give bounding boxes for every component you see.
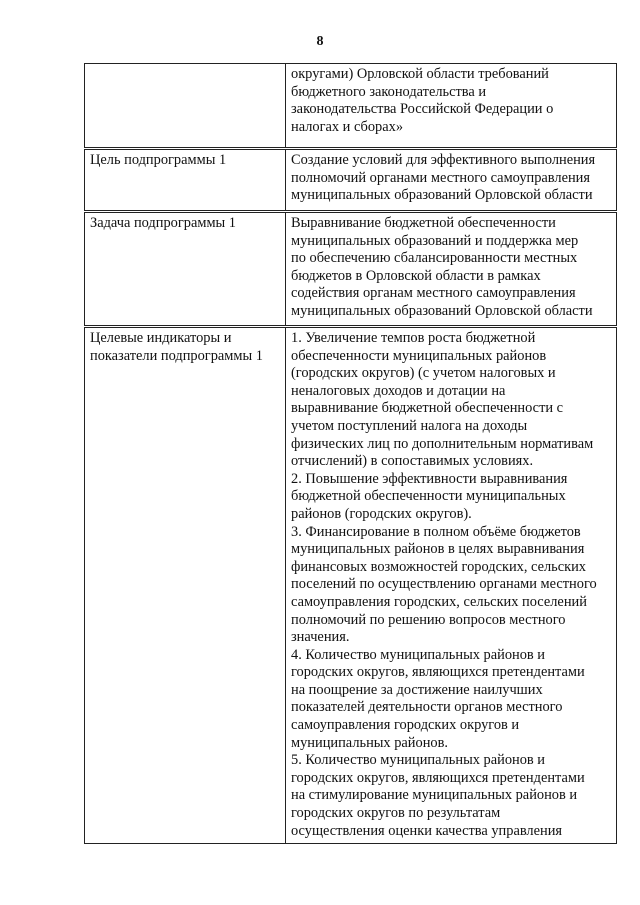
row-content-cell [286, 64, 617, 149]
row-content-cell [286, 149, 617, 212]
row-content-cell [286, 327, 617, 844]
table-row [85, 327, 617, 844]
row-label: Цель подпрограммы 1 [90, 152, 227, 168]
row-label: Задача подпрограммы 1 [90, 215, 237, 231]
row-label-cell [85, 64, 286, 149]
table-row [85, 212, 617, 327]
page-number: 8 [316, 34, 324, 49]
row-content: округами) Орловской области требований бюджетного законодательства и законодательства Российской Федерации о налогах и сборах» [291, 66, 554, 135]
row-label-cell [85, 149, 286, 212]
row-label-cell [85, 327, 286, 844]
row-content: 1. Увеличение темпов роста бюджетной обеспеченности муниципальных районов (городских округов) (с учетом налоговых и неналоговых доходов и дотации на выравнивание бюджетной обеспеченности с учетом поступлений налога на доходы физических лиц по дополнительным нормативам отчислений) в сопоставимых условиях. 2. Повышение эффективности выравнивания бюджетной обеспеченности муниципальных районов (городских округов). 3. Финансирование в полном объёме бюджетов муниципальных районов в целях выравнивания финансовых возможностей городских, сельских поселений по осуществлению органами местного самоуправления городских, сельских поселений полномочий по решению вопросов местного значения. 4. Количество муниципальных районов и городских округов, являющихся претендентами на поощрение за достижение наилучших показателей деятельности органов местного самоуправления городских округов и муниципальных районов. 5. Количество муниципальных районов и городских округов, являющихся претендентами на стимулирование муниципальных районов и городских округов по результатам осуществления оценки качества управления [291, 330, 597, 839]
row-label-cell [85, 212, 286, 327]
row-label: Целевые индикаторы и показатели подпрограммы 1 [90, 330, 263, 364]
table-row [85, 64, 617, 149]
subprogram-passport-table [84, 63, 617, 844]
row-content-cell [286, 212, 617, 327]
table-row [85, 149, 617, 212]
row-content: Выравнивание бюджетной обеспеченности муниципальных образований и поддержка мер по обеспечению сбалансированности местных бюджетов в Орловской области в рамках содействия органам местного самоуправления муниципальных образований Орловской области [291, 215, 593, 319]
row-content: Создание условий для эффективного выполнения полномочий органами местного самоуправления муниципальных образований Орловской области [291, 152, 596, 204]
